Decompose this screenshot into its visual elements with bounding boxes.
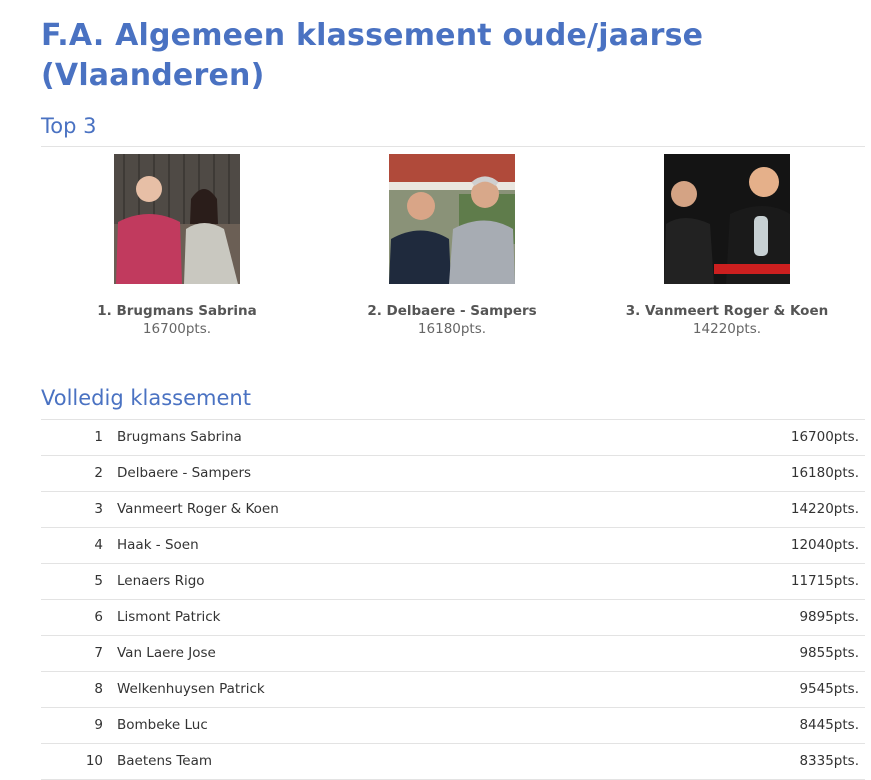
table-row[interactable]: [41, 456, 865, 492]
table-row[interactable]: [41, 492, 865, 528]
rank-cell: 6: [94, 609, 103, 625]
podium-points: 14220pts.: [692, 321, 762, 337]
rank-cell: 7: [94, 645, 103, 661]
points-cell: 16700pts.: [790, 429, 859, 445]
divider: [41, 146, 865, 147]
rank-cell: 10: [85, 753, 103, 769]
table-row[interactable]: [41, 672, 865, 708]
name-cell: Lenaers Rigo: [117, 573, 205, 589]
name-cell: Bombeke Luc: [117, 717, 208, 733]
podium-name: 3. Vanmeert Roger & Koen: [625, 303, 829, 319]
points-cell: 11715pts.: [790, 573, 859, 589]
points-cell: 9855pts.: [799, 645, 859, 661]
name-cell: Welkenhuysen Patrick: [117, 681, 265, 697]
rank-cell: 5: [94, 573, 103, 589]
table-row[interactable]: [41, 600, 865, 636]
table-row[interactable]: [41, 564, 865, 600]
table-row[interactable]: [41, 744, 865, 780]
points-cell: 9895pts.: [799, 609, 859, 625]
name-cell: Haak - Soen: [117, 537, 199, 553]
winner-photo[interactable]: [389, 154, 515, 284]
podium-points: 16180pts.: [417, 321, 487, 337]
top3-heading: Top 3: [41, 114, 97, 138]
table-row[interactable]: [41, 528, 865, 564]
podium-name: 1. Brugmans Sabrina: [97, 303, 257, 319]
podium-name: 2. Delbaere - Sampers: [367, 303, 537, 319]
points-cell: 8335pts.: [799, 753, 859, 769]
name-cell: Vanmeert Roger & Koen: [117, 501, 279, 517]
podium-second[interactable]: [322, 154, 582, 338]
name-cell: Lismont Patrick: [117, 609, 221, 625]
table-row[interactable]: [41, 420, 865, 456]
points-cell: 14220pts.: [790, 501, 859, 517]
table-row[interactable]: [41, 708, 865, 744]
table-row[interactable]: [41, 636, 865, 672]
points-cell: 8445pts.: [799, 717, 859, 733]
points-cell: 9545pts.: [799, 681, 859, 697]
points-cell: 12040pts.: [790, 537, 859, 553]
name-cell: Delbaere - Sampers: [117, 465, 252, 481]
name-cell: Van Laere Jose: [117, 645, 216, 661]
full-ranking-heading: Volledig klassement: [41, 386, 251, 410]
name-cell: Baetens Team: [117, 753, 213, 769]
rank-cell: 4: [94, 537, 103, 553]
podium-points: 16700pts.: [142, 321, 212, 337]
rank-cell: 1: [94, 429, 103, 445]
podium-third[interactable]: [597, 154, 857, 338]
page-title: F.A. Algemeen klassement oude/jaarse (Vlaanderen): [41, 18, 704, 93]
rank-cell: 9: [94, 717, 103, 733]
winner-photo[interactable]: [114, 154, 240, 284]
rank-cell: 3: [94, 501, 103, 517]
rank-cell: 8: [94, 681, 103, 697]
podium-first[interactable]: [47, 154, 307, 338]
winner-photo[interactable]: [664, 154, 790, 284]
rank-cell: 2: [94, 465, 103, 481]
name-cell: Brugmans Sabrina: [117, 429, 242, 445]
points-cell: 16180pts.: [790, 465, 859, 481]
